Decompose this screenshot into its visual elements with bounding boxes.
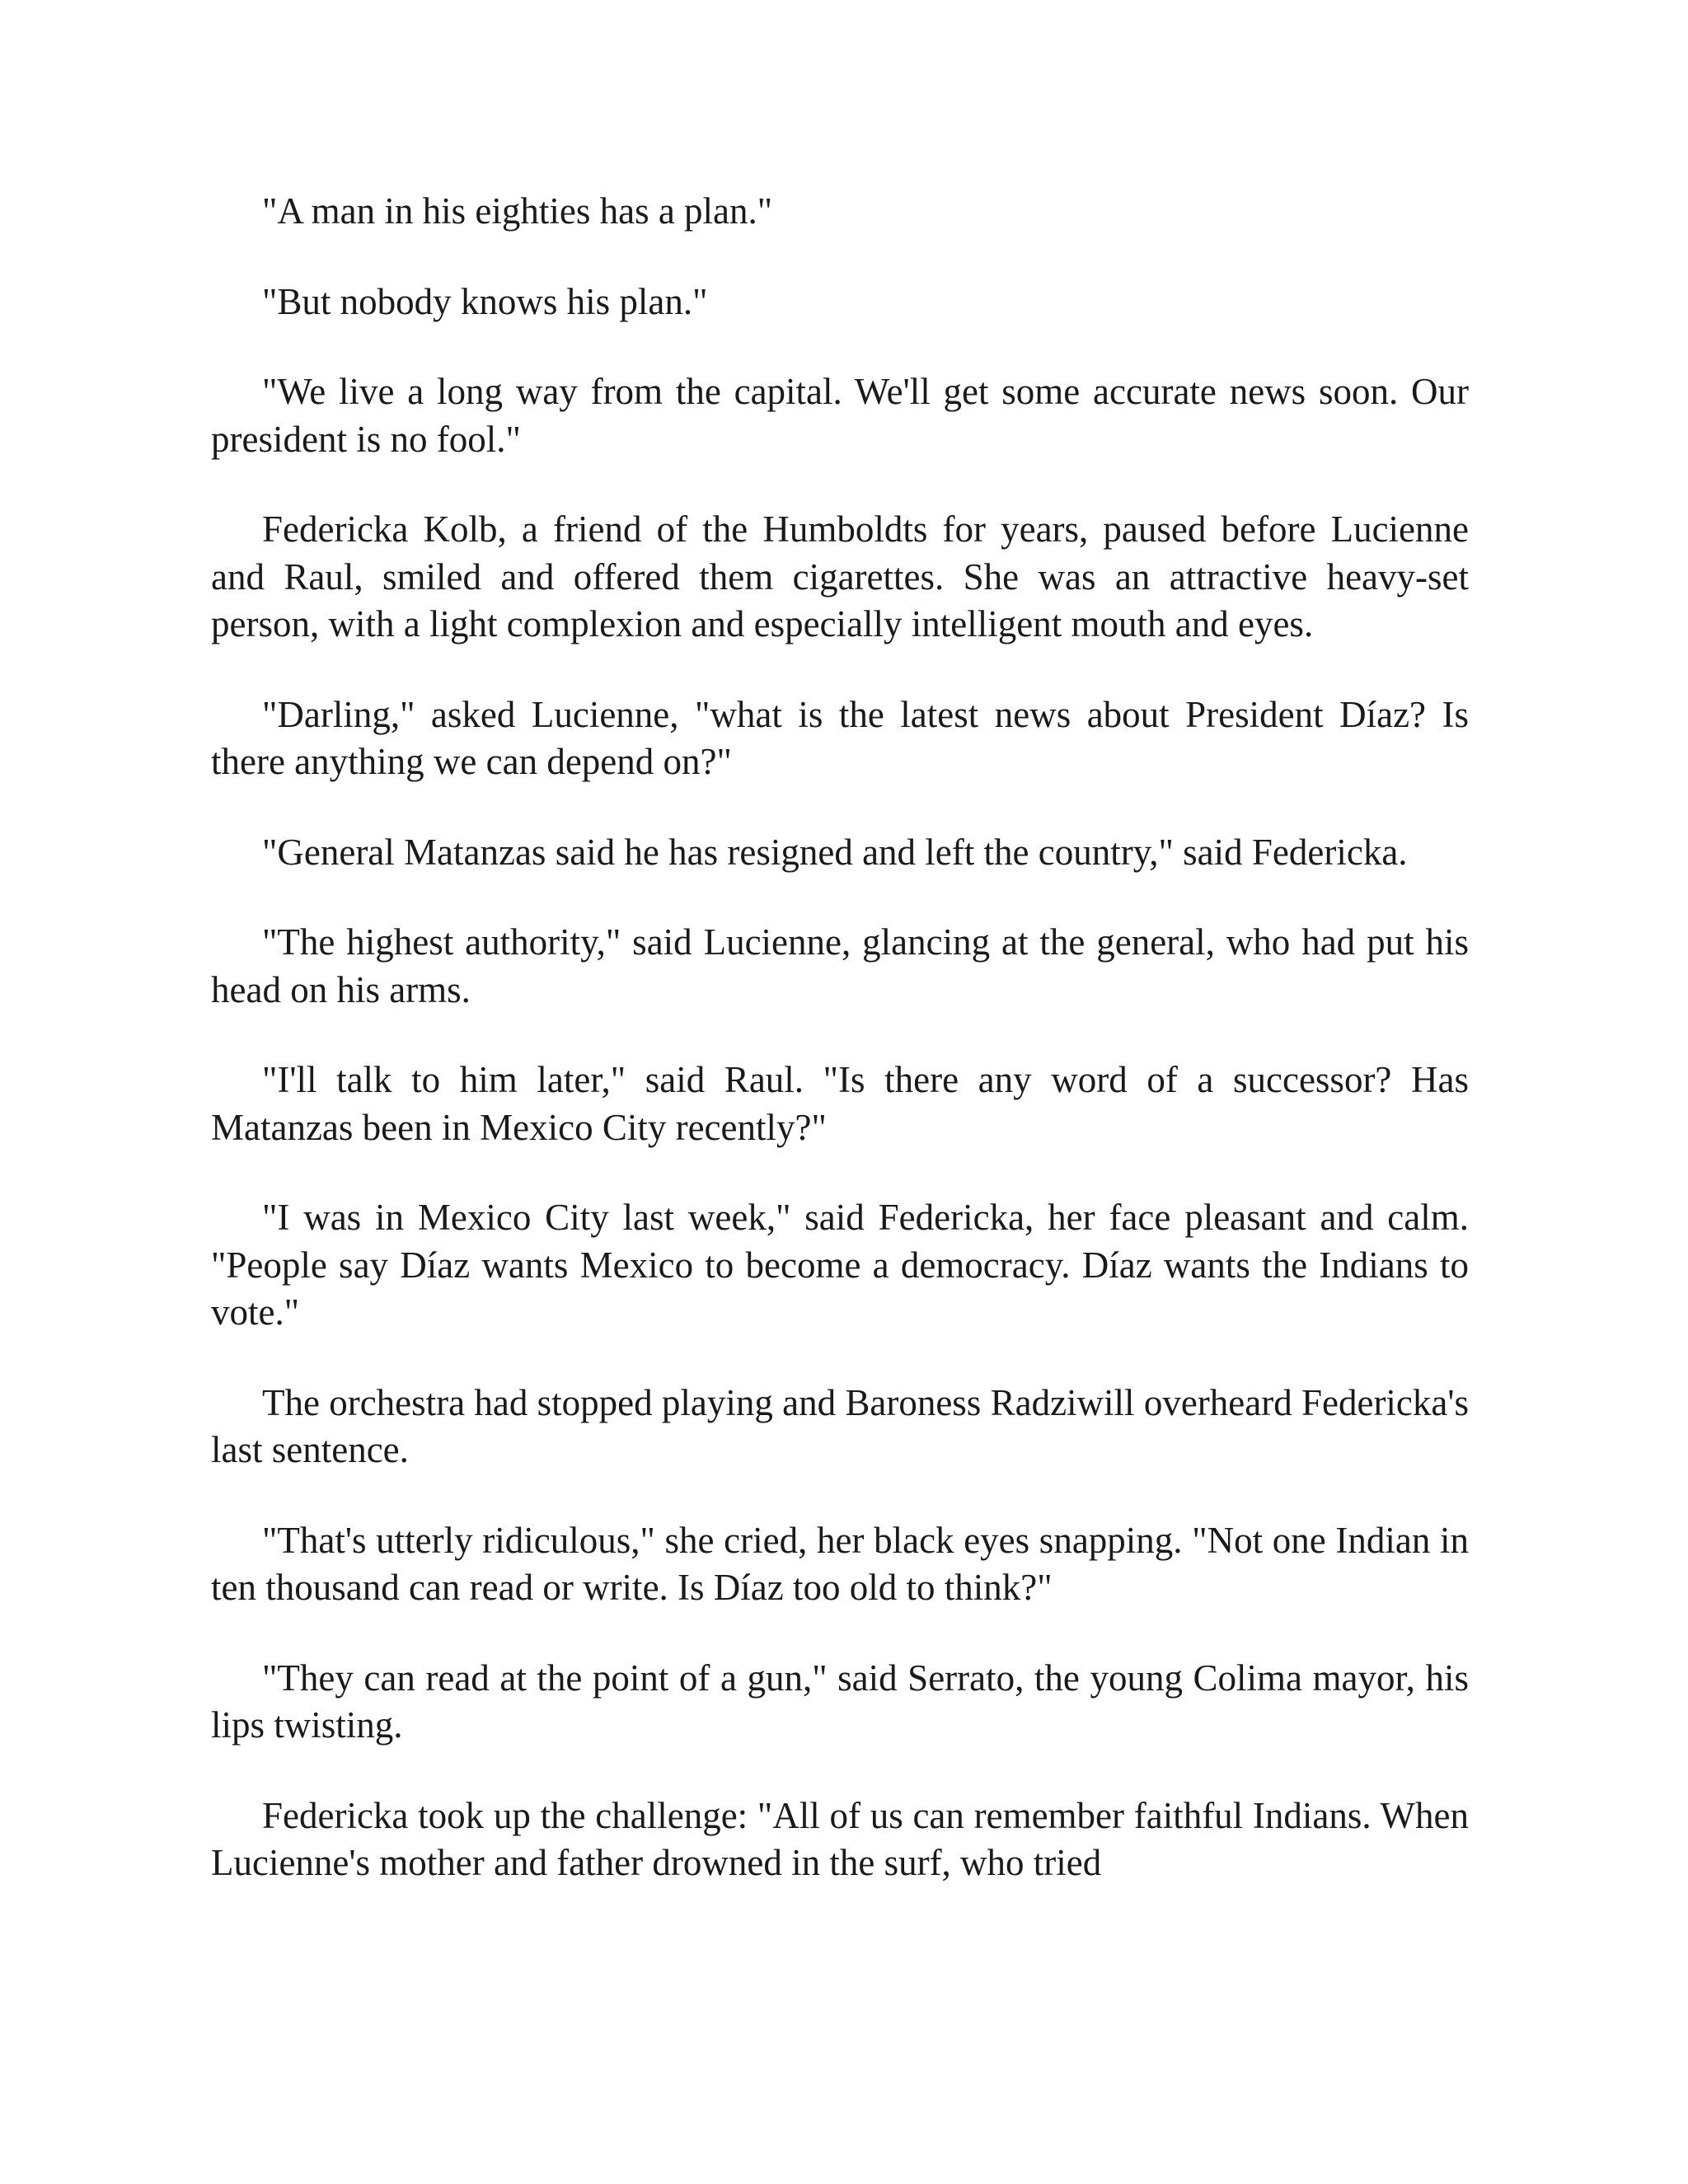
paragraph: "But nobody knows his plan.": [262, 280, 708, 322]
paragraph: Federicka took up the challenge: "All of us can remember faithful Indians. When Lucienne's mother and father drowned in the surf, who tried: [211, 1794, 1469, 1883]
body-text: [211, 188, 1469, 1930]
paragraph: Federicka Kolb, a friend of the Humboldts for years, paused before Lucienne and Raul, smiled and offered them cigarettes. She was an attractive heavy-set person, with a light complexion and especially intelligent mouth and eyes.: [211, 509, 1469, 644]
paragraph: The orchestra had stopped playing and Baroness Radziwill overheard Federicka's last sentence.: [211, 1381, 1469, 1470]
paragraph: "The highest authority," said Lucienne, glancing at the general, who had put his head on his arms.: [211, 921, 1469, 1010]
paragraph: "They can read at the point of a gun," said Serrato, the young Colima mayor, his lips twisting.: [211, 1657, 1469, 1746]
paragraph: "Darling," asked Lucienne, "what is the latest news about President Díaz? Is there anything we can depend on?": [211, 693, 1469, 782]
paragraph: "A man in his eighties has a plan.": [262, 190, 773, 232]
paragraph: "General Matanzas said he has resigned and left the country," said Federicka.: [262, 831, 1408, 873]
paragraph: "I was in Mexico City last week," said Federicka, her face pleasant and calm. "People say Díaz wants Mexico to become a democracy. Díaz wants the Indians to vote.": [211, 1197, 1469, 1333]
paragraph: "That's utterly ridiculous," she cried, her black eyes snapping. "Not one Indian in ten thousand can read or write. Is Díaz too old to think?": [211, 1519, 1469, 1608]
paragraph: "I'll talk to him later," said Raul. "Is there any word of a successor? Has Matanzas been in Mexico City recently?": [211, 1059, 1469, 1148]
paragraph: "We live a long way from the capital. We'll get some accurate news soon. Our president is no fool.": [211, 371, 1469, 460]
